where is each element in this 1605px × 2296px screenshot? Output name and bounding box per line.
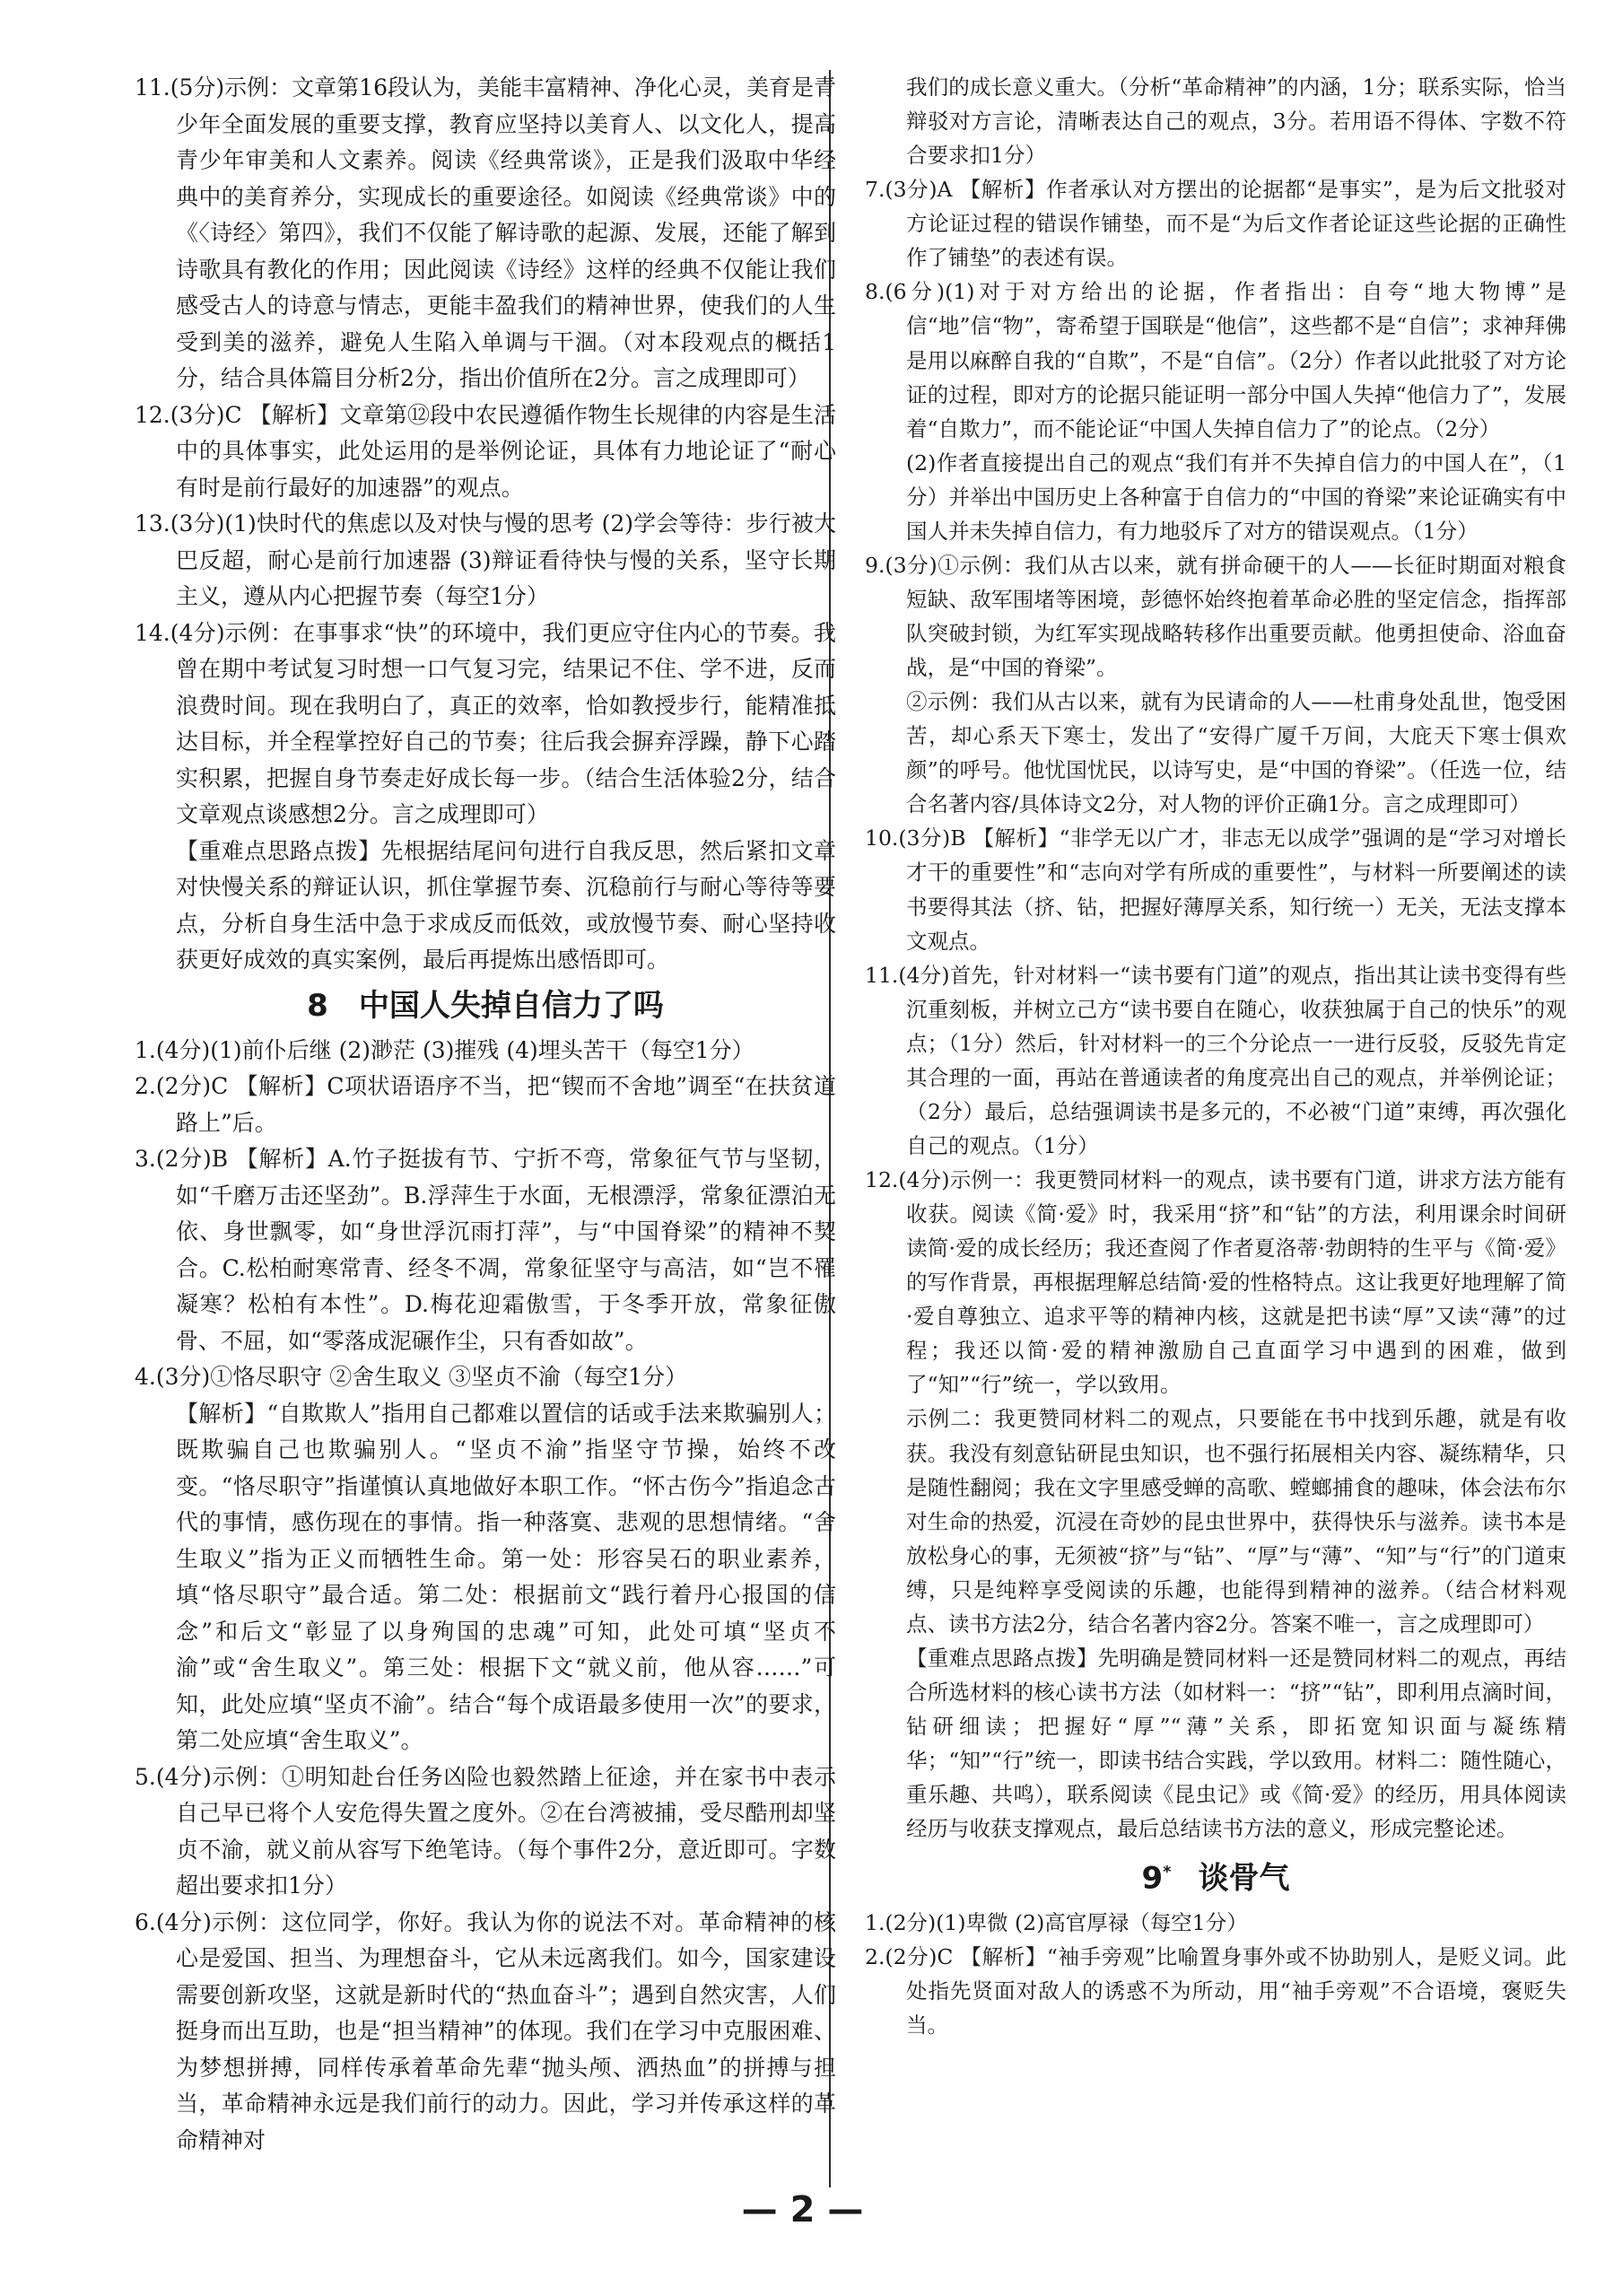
left-column — [135, 70, 836, 2159]
s8-answer-1: 1.(4分)(1)前仆后继 (2)渺茫 (3)摧残 (4)埋头苦干（每空1分） — [135, 1036, 755, 1063]
s8-answer-8-part2: (2)作者直接提出自己的观点“我们有并不失掉自信力的中国人在”，（1分）并举出中国历史上各种富于自信力的“中国的脊梁”来论证确实有中国人并未失掉自信力，有力地驳斥了对方的错误观点。（1分） — [906, 450, 1566, 544]
s8-answer-3: 3.(2分)B 【解析】A.竹子挺拔有节、宁折不弯，常象征气节与坚韧，如“千磨万击还坚劲”。B.浮萍生于水面，无根漂浮，常象征漂泊无依、身世飘零，如“身世浮沉雨打萍”，与“中国脊梁”的精神不契合。C.松柏耐寒常青、经冬不凋，常象征坚守与高洁，如“岂不罹凝寒？松柏有本性”。D.梅花迎霜傲雪，于冬季开放，常象征傲骨、不屈，如“零落成泥碾作尘，只有香如故”。 — [135, 1146, 836, 1354]
s8-answer-11: 11.(4分)首先，针对材料一“读书要有门道”的观点，指出其让读书变得有些沉重刻板，并树立己方“读书要自在随心，收获独属于自己的快乐”的观点；（1分）然后，针对材料一的三个分论点一一进行反驳，反驳先肯定其合理的一面，再站在普通读者的角度亮出自己的观点，并举例论证；（2分）最后，总结强调读书是多元的，不必被“门道”束缚，再次强化自己的观点。（1分） — [865, 962, 1566, 1158]
s8-answer-6: 6.(4分)示例：这位同学，你好。我认为你的说法不对。革命精神的核心是爱国、担当、为理想奋斗，它从未远离我们。如今，国家建设需要创新攻坚，这就是新时代的“热血奋斗”；遇到自然灾害，人们挺身而出互助，也是“担当精神”的体现。我们在学习中克服困难、为梦想拼搏，同样传承着革命先辈“抛头颅、洒热血”的拼搏与担当，革命精神永远是我们前行的动力。因此，学习并传承这样的革命精神对 — [135, 1908, 836, 2153]
s9-answer-1: 1.(2分)(1)卑微 (2)高官厚禄（每空1分） — [865, 1909, 1248, 1935]
section-8-heading — [135, 981, 836, 1031]
s8-answer-12: 12.(4分)示例一：我更赞同材料一的观点，读书要有门道，讲求方法方能有收获。阅读《简·爱》时，我采用“挤”和“钻”的方法，利用课余时间研读简·爱的成长经历；我还查阅了作者夏洛蒂·勃朗特的生平与《简·爱》的写作背景，再根据理解总结简·爱的性格特点。这让我更好地理解了简·爱自尊独立、追求平等的精神内核，这就是把书读“厚”又读“薄”的过程；我还以简·爱的精神激励自己直面学习中遇到的困难，做到了“知”“行”统一，学以致用。 — [865, 1167, 1566, 1398]
page-number: — 2 — — [741, 2189, 864, 2231]
s8-answer-4-analysis: 【解析】“自欺欺人”指用自己都难以置信的话或手法来欺骗别人；既欺骗自己也欺骗别人。“坚贞不渝”指坚守节操，始终不改变。“恪尽职守”指谨慎认真地做好本职工作。“怀古伤今”指追念古代的事情，感伤现在的事情。指一种落寞、悲观的思想情绪。“舍生取义”指为正义而牺牲生命。第一处：形容吴石的职业素养，填“恪尽职守”最合适。第二处：根据前文“践行着丹心报国的信念”和后文“彰显了以身殉国的忠魂”可知，此处可填“坚贞不渝”或“舍生取义”。第三处：根据下文“就义前，他从容……”可知，此处应填“坚贞不渝”。结合“每个成语最多使用一次”的要求，第二处应填“舍生取义”。 — [176, 1400, 836, 1753]
s8-answer-2: 2.(2分)C 【解析】C项状语语序不当，把“锲而不舍地”调至“在扶贫道路上”后。 — [135, 1073, 836, 1136]
section-9-title: 谈骨气 — [1198, 1860, 1290, 1897]
s9-answer-2: 2.(2分)C 【解析】“袖手旁观”比喻置身事外或不协助别人，是贬义词。此处指先贤面对敌人的诱惑不为所动，用“袖手旁观”不合语境，褒贬失当。 — [865, 1943, 1566, 2038]
section-9-number: 9 — [1141, 1860, 1164, 1897]
answer-14: 14.(4分)示例：在事事求“快”的环境中，我们更应守住内心的节奏。我曾在期中考试复习时想一口气复习完，结果记不住、学不进，反而浪费时间。现在我明白了，真正的效率，恰如教授步行，能精准抵达目标，并全程掌控好自己的节奏；往后我会摒弃浮躁，静下心踏实积累，把握自身节奏走好成长每一步。（结合生活体验2分，结合文章观点谈感想2分。言之成理即可） — [135, 619, 836, 827]
s8-answer-9-example2: ②示例：我们从古以来，就有为民请命的人——杜甫身处乱世，饱受困苦，却心系天下寒士，发出了“安得广厦千万间，大庇天下寒士俱欢颜”的呼号。他忧国忧民，以诗写史，是“中国的脊梁”。（任选一位，结合名著内容/具体诗文2分，对人物的评价正确1分。言之成理即可） — [906, 689, 1566, 817]
s8-answer-9: 9.(3分)①示例：我们从古以来，就有拼命硬干的人——长征时期面对粮食短缺、敌军围堵等困境，彭德怀始终抱着革命必胜的坚定信念，指挥部队突破封锁，为红军实现战略转移作出重要贡献。他勇担使命、浴血奋战，是“中国的脊梁”。 — [865, 552, 1566, 681]
s8-answer-12-tip: 【重难点思路点拨】先明确是赞同材料一还是赞同材料二的观点，再结合所选材料的核心读书方法（如材料一：“挤”“钻”，即利用点滴时间，钻研细读；把握好“厚”“薄”关系，即拓宽知识面与凝练精华；“知”“行”统一，即读书结合实践，学以致用。材料二：随性随心，重乐趣、共鸣），联系阅读《昆虫记》或《简·爱》的经历，用具体阅读经历与收获支撑观点，最后总结读书方法的意义，形成完整论述。 — [906, 1645, 1566, 1842]
answer-11: 11.(5分)示例：文章第16段认为，美能丰富精神、净化心灵，美育是青少年全面发展的重要支撑，教育应坚持以美育人、以文化人，提高青少年审美和人文素养。阅读《经典常谈》，正是我们汲取中华经典中的美育养分，实现成长的重要途径。如阅读《经典常谈》中的《〈诗经〉第四》，我们不仅能了解诗歌的起源、发展，还能了解到诗歌具有教化的作用；因此阅读《诗经》这样的经典不仅能让我们感受古人的诗意与情志，更能丰盈我们的精神世界，使我们的人生受到美的滋养，避免人生陷入单调与干涸。（对本段观点的概括1分，结合具体篇目分析2分，指出价值所在2分。言之成理即可） — [135, 74, 836, 391]
s8-answer-8: 8.(6分)(1)对于对方给出的论据，作者指出：自夸“地大物博”是信“地”信“物”，寄希望于国联是“他信”，这些都不是“自信”；求神拜佛是用以麻醉自我的“自欺”，不是“自信”。（2分）作者以此批驳了对方论证的过程，即对方的论据只能证明一部分中国人失掉“他信力了”，发展着“自欺力”，而不能论证“中国人失掉自信力了”的论点。（2分） — [865, 279, 1566, 441]
s8-answer-7: 7.(3分)A 【解析】作者承认对方摆出的论据都“是事实”，是为后文批驳对方论证过程的错误作铺垫，而不是“为后文作者论证这些论据的正确性作了铺垫”的表述有误。 — [865, 177, 1566, 271]
answer-12: 12.(3分)C 【解析】文章第⑫段中农民遵循作物生长规律的内容是生活中的具体事实，此处运用的是举例论证，具体有力地论证了“耐心有时是前行最好的加速器”的观点。 — [135, 401, 836, 501]
section-9-heading — [865, 1847, 1566, 1903]
s8-answer-10: 10.(3分)B 【解析】“非学无以广才，非志无以成学”强调的是“学习对增长才干的重要性”和“志向对学有所成的重要性”，与材料一所要阐述的读书要得其法（挤、钻，把握好薄厚关系，知行统一）无关，无法支撑本文观点。 — [865, 825, 1566, 954]
s8-answer-4: 4.(3分)①恪尽职守 ②舍生取义 ③坚贞不渝（每空1分） — [135, 1364, 688, 1390]
section-8-title: 中国人失掉自信力了吗 — [358, 987, 664, 1024]
s8-answer-5: 5.(4分)示例：①明知赴台任务凶险也毅然踏上征途，并在家书中表示自己早已将个人安危得失置之度外。②在台湾被捕，受尽酷刑却坚贞不渝，就义前从容写下绝笔诗。（每个事件2分，意近即可。字数超出要求扣1分） — [135, 1763, 836, 1899]
section-8-number: 8 — [307, 987, 328, 1024]
answer-14-tip: 【重难点思路点拨】先根据结尾问句进行自我反思，然后紧扣文章对快慢关系的辩证认识，抓住掌握节奏、沉稳前行与耐心等待等要点，分析自身生活中急于求成反而低效，或放慢节奏、耐心坚持收获更好成效的真实案例，最后再提炼出感悟即可。 — [176, 837, 836, 973]
section-9-star: * — [1163, 1863, 1172, 1882]
s8-answer-6-continued: 我们的成长意义重大。（分析“革命精神”的内涵，1分；联系实际，恰当辩驳对方言论，清晰表达自己的观点，3分。若用语不得体、字数不符合要求扣1分） — [906, 74, 1566, 169]
s8-answer-12-example2: 示例二：我更赞同材料二的观点，只要能在书中找到乐趣，就是有收获。我没有刻意钻研昆虫知识，也不强行拓展相关内容、凝练精华，只是随性翻阅；我在文字里感受蝉的高歌、螳螂捕食的趣味，体会法布尔对生命的热爱，沉浸在奇妙的昆虫世界中，获得快乐与滋养。读书本是放松身心的事，无须被“挤”与“钻”、“厚”与“薄”、“知”与“行”的门道束缚，只是纯粹享受阅读的乐趣，也能得到精神的滋养。（结合材料观点、读书方法2分，结合名著内容2分。答案不唯一，言之成理即可） — [906, 1406, 1566, 1637]
answer-13: 13.(3分)(1)快时代的焦虑以及对快与慢的思考 (2)学会等待：步行被大巴反超，耐心是前行加速器 (3)辩证看待快与慢的关系，坚守长期主义，遵从内心把握节奏（每空1分） — [135, 511, 836, 609]
right-column — [865, 70, 1566, 2042]
